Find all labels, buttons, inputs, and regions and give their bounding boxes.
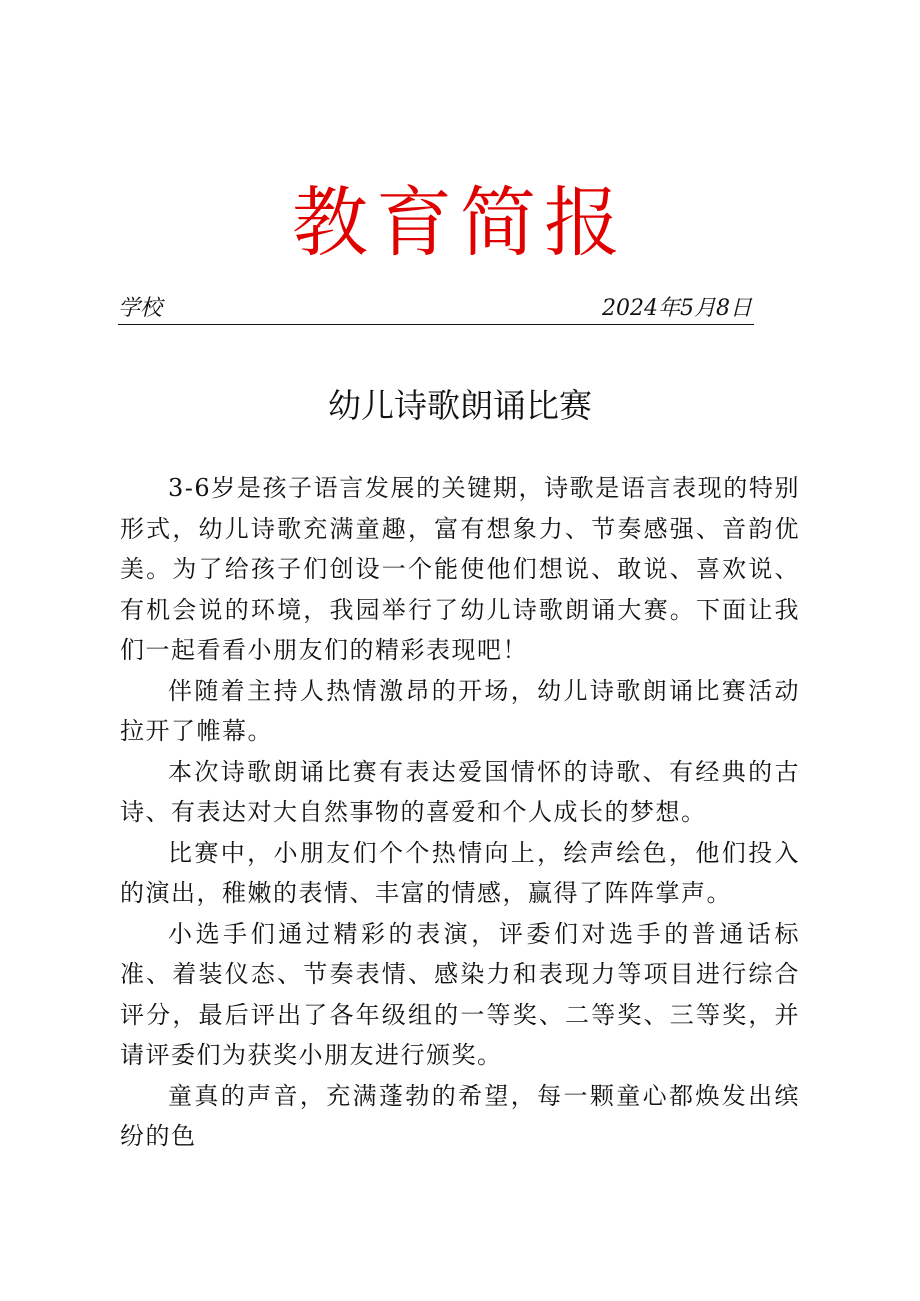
article-body [120,468,800,1157]
info-row [118,294,754,325]
paragraph-1: 3-6岁是孩子语言发展的关键期，诗歌是语言表现的特别形式，幼儿诗歌充满童趣，富有想象力、节奏感强、音韵优美。为了给孩子们创设一个能使他们想说、敢说、喜欢说、有机会说的环境，我园举行了幼儿诗歌朗诵大赛。下面让我们一起看看小朋友们的精彩表现吧！ [120,474,800,664]
paragraph-3: 本次诗歌朗诵比赛有表达爱国情怀的诗歌、有经典的古诗、有表达对大自然事物的喜爱和个人成长的梦想。 [120,757,800,826]
paragraph-6: 童真的声音，充满蓬勃的希望，每一颗童心都焕发出缤纷的色 [120,1081,800,1150]
article-title: 幼儿诗歌朗诵比赛 [328,386,592,425]
newsletter-masthead: 教育简报 [292,178,628,267]
issue-date: 2024年5月8日 [602,296,752,321]
paragraph-5: 小选手们通过精彩的表演，评委们对选手的普通话标准、着装仪态、节奏表情、感染力和表现力等项目进行综合评分，最后评出了各年级组的一等奖、二等奖、三等奖，并请评委们为获奖小朋友进行颁奖。 [120,919,800,1069]
paragraph-4: 比赛中，小朋友们个个热情向上，绘声绘色，他们投入的演出，稚嫩的表情、丰富的情感，赢得了阵阵掌声。 [120,838,800,907]
school-label: 学校 [118,296,163,321]
paragraph-2: 伴随着主持人热情激昂的开场，幼儿诗歌朗诵比赛活动拉开了帷幕。 [120,676,800,745]
